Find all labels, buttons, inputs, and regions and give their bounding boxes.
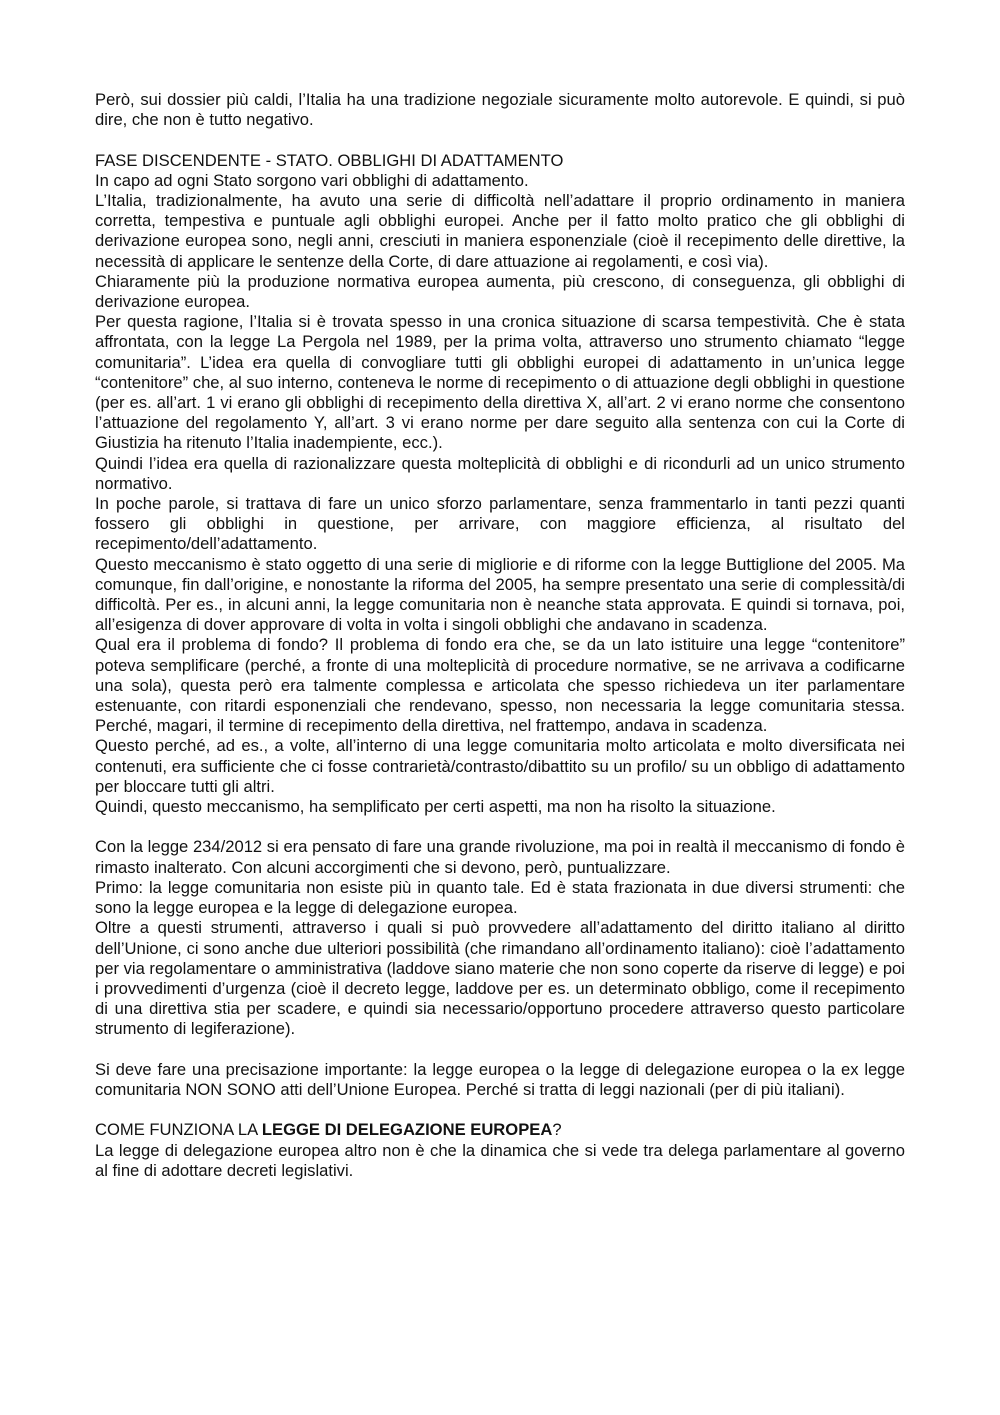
section-heading-legge-delegazione — [95, 1120, 905, 1140]
paragraph: Si deve fare una precisazione importante: la legge europea o la legge di delegazione europea o la ex legge comunitaria NON SONO atti dell’Unione Europea. Perché si tratta di leggi nazionali (per di più italiani). — [95, 1059, 905, 1099]
paragraph: La legge di delegazione europea altro non è che la dinamica che si vede tra delega parlamentare al governo al fine di adottare decreti legislativi. — [95, 1140, 905, 1180]
paragraph-spacer — [95, 1040, 905, 1060]
heading-suffix: ? — [552, 1120, 562, 1140]
paragraph: Quindi l’idea era quella di razionalizzare questa molteplicità di obblighi e di ricondurli ad un unico strumento normativo. — [95, 453, 905, 493]
paragraph: In poche parole, si trattava di fare un unico sforzo parlamentare, senza frammentarlo in tanti pezzi quanti fossero gli obblighi in questione, per arrivare, con maggiore efficienza, al risultato del recepimento/dell’adattamento. — [95, 494, 905, 554]
paragraph: L’Italia, tradizionalmente, ha avuto una serie di difficoltà nell’adattare il proprio ordinamento in maniera corretta, tempestiva e puntuale agli obblighi europei. Anche per il fatto molto pratico che gli obblighi di derivazione europea sono, negli anni, cresciuti in maniera esponenziale (cioè il recepimento delle direttive, la necessità di applicare le sentenze della Corte, di dare attuazione ai regolamenti, e così via). — [95, 191, 905, 271]
paragraph: Chiaramente più la produzione normativa europea aumenta, più crescono, di conseguenza, gli obblighi di derivazione europea. — [95, 271, 905, 312]
heading-bold-text: LEGGE DI DELEGAZIONE EUROPEA — [261, 1120, 553, 1140]
paragraph: Questo perché, ad es., a volte, all’interno di una legge comunitaria molto articolata e molto diversificata nei contenuti, era sufficiente che ci fosse contrarietà/contrasto/dibattito su un profilo/ su un obbligo di adattamento per bloccare tutti gli altri. — [95, 736, 905, 796]
paragraph-spacer — [95, 1100, 905, 1120]
paragraph: Oltre a questi strumenti, attraverso i quali si può provvedere all’adattamento del diritto italiano al diritto dell’Unione, ci sono anche due ulteriori possibilità (che rimandano all’ordinamento italiano): cioè l’adattamento per via regolamentare o amministrativa (laddove siano materie che non sono coperte da riserve di legge) e poi i provvedimenti d’urgenza (cioè il decreto legge, laddove per es. un determinato obbligo, come il recepimento di una direttiva stia per scadere, e quindi sia necessario/opportuno procedere attraverso questo particolare strumento di legiferazione). — [95, 918, 905, 1039]
paragraph: Con la legge 234/2012 si era pensato di fare una grande rivoluzione, ma poi in realtà il meccanismo di fondo è rimasto inalterato. Con alcuni accorgimenti che si devono, però, puntualizzare. — [95, 837, 905, 877]
heading-text: COME FUNZIONA LA — [95, 1120, 262, 1140]
paragraph-intro: Però, sui dossier più caldi, l’Italia ha una tradizione negoziale sicuramente molto autorevole. E quindi, si può dire, che non è tutto negativo. — [95, 90, 905, 130]
paragraph: Primo: la legge comunitaria non esiste più in quanto tale. Ed è stata frazionata in due diversi strumenti: che sono la legge europea e la legge di delegazione europea. — [95, 877, 905, 918]
paragraph-spacer — [95, 130, 905, 150]
section-heading-fase-discendente: FASE DISCENDENTE - STATO. OBBLIGHI DI ADATTAMENTO — [95, 150, 564, 170]
paragraph: Qual era il problema di fondo? Il problema di fondo era che, se da un lato istituire una legge “contenitore” poteva semplificare (perché, a fronte di una molteplicità di procedure normative, se ne arrivava a codificarne una sola), questa però era talmente complessa e articolata che spesso richiedeva un iter parlamentare estenuante, con ritardi esponenziali che rendevano, spesso, non necessaria la legge comunitaria stessa. Perché, magari, il termine di recepimento della direttiva, nel frattempo, andava in scadenza. — [95, 635, 905, 736]
paragraph-spacer — [95, 817, 905, 837]
paragraph: In capo ad ogni Stato sorgono vari obblighi di adattamento. — [95, 170, 529, 190]
paragraph: Questo meccanismo è stato oggetto di una serie di migliorie e di riforme con la legge Buttiglione del 2005. Ma comunque, fin dall’origine, e nonostante la riforma del 2005, ha sempre presentato una serie di complessità/di difficoltà. Per es., in alcuni anni, la legge comunitaria non è neanche stata approvata. E quindi si tornava, poi, all’esigenza di dover approvare di volta in volta i singoli obblighi che andavano in scadenza. — [95, 554, 905, 635]
paragraph: Quindi, questo meccanismo, ha semplificato per certi aspetti, ma non ha risolto la situazione. — [95, 797, 776, 817]
paragraph: Per questa ragione, l’Italia si è trovata spesso in una cronica situazione di scarsa tempestività. Che è stata affrontata, con la legge La Pergola nel 1989, per la prima volta, attraverso uno strumento chiamato “legge comunitaria”. L’idea era quella di convogliare tutti gli obblighi europei di adattamento in un’unica legge “contenitore” che, al suo interno, conteneva le norme di recepimento o di attuazione degli obblighi in questione (per es. all’art. 1 vi erano gli obblighi di recepimento della direttiva X, all’art. 2 vi erano norme che consentono l’attuazione del regolamento Y, all’art. 3 vi erano norme per dare seguito alla sentenza con cui la Corte di Giustizia ha ritenuto l’Italia inadempiente, ecc.). — [95, 312, 905, 453]
